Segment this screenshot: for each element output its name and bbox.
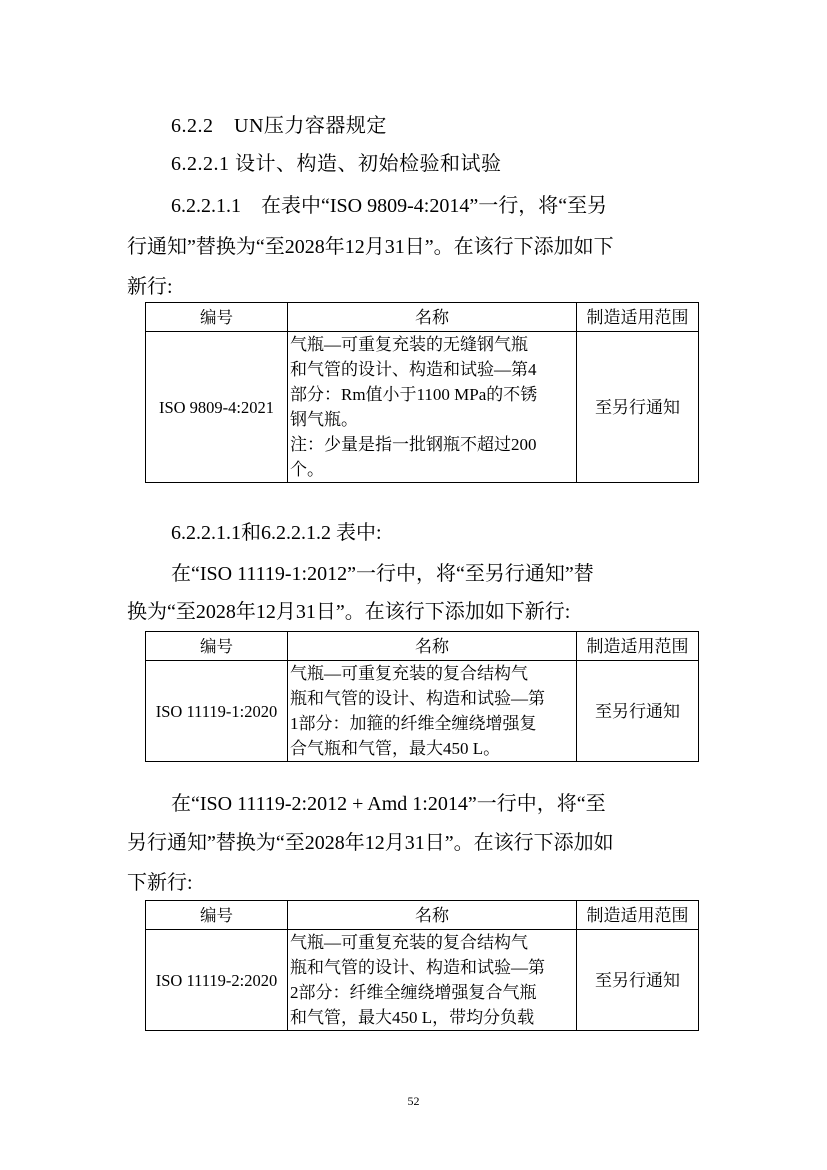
column-header-code: 编号 — [146, 901, 288, 930]
standard-title — [288, 661, 577, 762]
section-heading: 6.2.2 UN压力容器规定 — [171, 115, 387, 137]
paragraph-line: 换为“至2028年12月31日”。在该行下添加如下新行: — [127, 601, 571, 623]
paragraph-line: 另行通知”替换为“至2028年12月31日”。在该行下添加如 — [127, 832, 614, 854]
applicability-scope: 至另行通知 — [577, 930, 699, 1031]
title-line: 2部分：纤维全缠绕增强复合气瓶 — [290, 983, 537, 1002]
standards-table-1 — [145, 302, 699, 483]
column-header-name: 名称 — [288, 632, 577, 661]
page-number: 52 — [407, 1094, 420, 1108]
title-line: 个。 — [290, 460, 324, 479]
standards-table-3 — [145, 900, 699, 1031]
standard-title — [288, 930, 577, 1031]
title-line: 合气瓶和气管，最大450 L。 — [290, 739, 501, 758]
column-header-scope: 制造适用范围 — [577, 632, 699, 661]
standard-code: ISO 11119-2:2020 — [146, 930, 288, 1031]
table-row — [146, 661, 699, 762]
table-row — [146, 332, 699, 483]
title-line: 钢气瓶。 — [290, 410, 358, 429]
title-line: 瓶和气管的设计、构造和试验—第 — [290, 958, 545, 977]
title-line: 气瓶—可重复充装的无缝钢气瓶 — [290, 335, 528, 354]
column-header-name: 名称 — [288, 901, 577, 930]
column-header-scope: 制造适用范围 — [577, 901, 699, 930]
title-line: 1部分：加箍的纤维全缠绕增强复 — [290, 714, 537, 733]
table-header-row — [146, 901, 699, 930]
column-header-code: 编号 — [146, 632, 288, 661]
title-line: 和气管，最大450 L，带均分负载 — [290, 1008, 535, 1027]
paragraph-line: 6.2.2.1.1和6.2.2.1.2 表中: — [171, 522, 382, 544]
paragraph-line: 在“ISO 11119-1:2012”一行中，将“至另行通知”替 — [171, 563, 594, 585]
title-line: 气瓶—可重复充装的复合结构气 — [290, 664, 528, 683]
applicability-scope: 至另行通知 — [577, 661, 699, 762]
title-line: 注：少量是指一批钢瓶不超过200 — [290, 435, 537, 454]
column-header-name: 名称 — [288, 303, 577, 332]
standards-table-2 — [145, 631, 699, 762]
standard-code: ISO 9809-4:2021 — [146, 332, 288, 483]
paragraph-line: 行通知”替换为“至2028年12月31日”。在该行下添加如下 — [127, 236, 614, 258]
title-line: 气瓶—可重复充装的复合结构气 — [290, 933, 528, 952]
paragraph-line: 在“ISO 11119-2:2012 + Amd 1:2014”一行中，将“至 — [171, 793, 606, 815]
table-header-row — [146, 303, 699, 332]
standard-code: ISO 11119-1:2020 — [146, 661, 288, 762]
title-line: 和气管的设计、构造和试验—第4 — [290, 360, 537, 379]
table-row — [146, 930, 699, 1031]
paragraph-line: 下新行: — [127, 872, 193, 894]
paragraph-line: 新行: — [127, 276, 173, 298]
title-line: 瓶和气管的设计、构造和试验—第 — [290, 689, 545, 708]
title-line: 部分：Rm值小于1100 MPa的不锈 — [290, 385, 538, 404]
paragraph-line: 6.2.2.1.1 在表中“ISO 9809-4:2014”一行，将“至另 — [171, 195, 608, 217]
table-header-row — [146, 632, 699, 661]
column-header-scope: 制造适用范围 — [577, 303, 699, 332]
applicability-scope: 至另行通知 — [577, 332, 699, 483]
subsection-heading: 6.2.2.1 设计、构造、初始检验和试验 — [171, 153, 502, 175]
column-header-code: 编号 — [146, 303, 288, 332]
standard-title — [288, 332, 577, 483]
